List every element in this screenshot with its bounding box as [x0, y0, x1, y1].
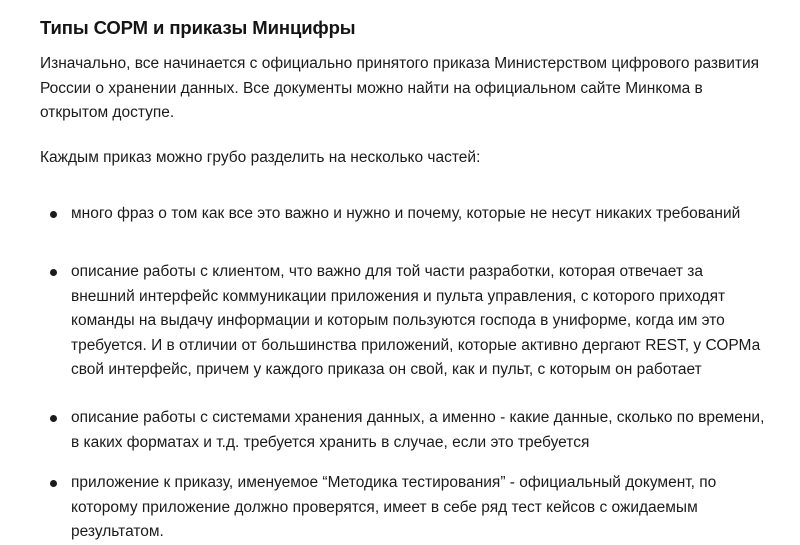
article-title: Типы СОРМ и приказы Минцифры — [40, 17, 356, 38]
list-item-text: приложение к приказу, именуемое “Методика тестирования” - официальный документ, по которому приложение должно проверятся, имеет в себе ряд тест кейсов с ожидаемым результатом. — [71, 474, 717, 541]
lead-in-paragraph: Каждым приказ можно грубо разделить на несколько частей: — [40, 149, 481, 166]
list-item-text: много фраз о том как все это важно и нужно и почему, которые не несут никаких требований — [71, 205, 741, 222]
list-item-text: описание работы с системами хранения данных, а именно - какие данные, сколько по времени, в каких форматах и т.д. требуется хранить в случае, если это требуется — [71, 409, 765, 451]
bullet-dot-icon — [50, 480, 57, 487]
bullet-dot-icon — [50, 211, 57, 218]
intro-paragraph: Изначально, все начинается с официально принятого приказа Министерством цифрового развития России о хранении данных. Все документы можно найти на официальном сайте Минкома в открытом доступе. — [40, 55, 760, 122]
bullet-dot-icon — [50, 415, 57, 422]
list-item-text: описание работы с клиентом, что важно для той части разработки, которая отвечает за внешний интерфейс коммуникации приложения и пульта управления, с которого приходят команды на выдачу информации и которым пользуются господа в униформе, когда им это требуется. И в отличии от большинства приложений, которые активно дергают REST, у СОРМа свой интерфейс, причем у каждого приказа он свой, как и пульт, с которым он работает — [71, 263, 761, 379]
bullet-dot-icon — [50, 269, 57, 276]
